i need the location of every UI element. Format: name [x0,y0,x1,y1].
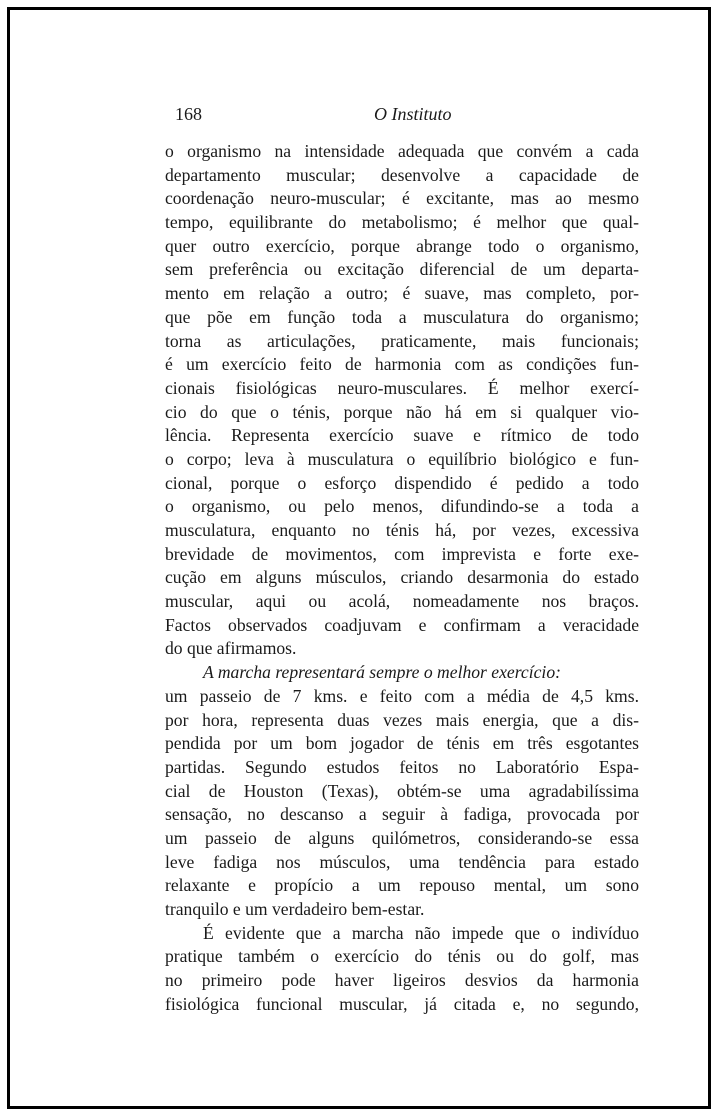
text-line: o corpo; leva à musculatura o equilíbrio biológico e fun- [165,448,639,469]
text-line: no primeiro pode haver ligeiros desvios da harmonia [165,970,639,991]
text-line: o organismo na intensidade adequada que convém a cada [165,141,639,161]
text-line: cial de Houston (Texas), obtém-se uma agradabilíssima [165,780,639,801]
text-line: cio do que o ténis, porque não há em si qualquer vio- [165,401,639,422]
text-line: sem preferência ou excitação diferencial de um departa- [165,259,639,280]
text-line: fisiológica funcional muscular, já citada e, no segundo, [165,993,639,1014]
text-line: pendida por um bom jogador de ténis em três esgotantes [165,733,639,754]
text-line: É evidente que a marcha não impede que o indivíduo [203,922,639,943]
text-line: cução em alguns músculos, criando desarmonia do estado [165,567,639,588]
text-line: um passeio de 7 kms. e feito com a média de 4,5 kms. [165,685,639,706]
text-line: quer outro exercício, porque abrange todo o organismo, [165,235,639,256]
text-line: coordenação neuro-muscular; é excitante, mas ao mesmo [165,188,639,209]
text-line: é um exercício feito de harmonia com as condições fun- [165,354,639,375]
text-line: torna as articulações, praticamente, mais funcionais; [165,330,639,351]
page-header [175,104,555,128]
page-number: 168 [175,104,202,124]
text-line: cional, porque o esforço dispendido é pedido a todo [165,472,639,493]
text-line: sensação, no descanso a seguir à fadiga, provocada por [165,804,639,825]
text-line: mento em relação a outro; é suave, mas completo, por- [165,283,639,304]
text-line: musculatura, enquanto no ténis há, por vezes, excessiva [165,520,639,540]
text-line: o organismo, ou pelo menos, difundindo-se a toda a [165,496,639,517]
text-line: brevidade de movimentos, com imprevista e forte exe- [165,543,639,564]
text-line: partidas. Segundo estudos feitos no Laboratório Espa- [165,756,639,777]
paragraph-1 [165,140,639,661]
text-line: Factos observados coadjuvam e confirmam a veracidade [165,614,639,635]
text-line: tranquilo e um verdadeiro bem-estar. [165,899,425,919]
text-line: muscular, aqui ou acolá, nomeadamente nos braços. [165,591,639,612]
text-line: por hora, representa duas vezes mais energia, que a dis- [165,709,639,730]
text-line: que põe em função toda a musculatura do organismo; [165,306,639,327]
text-line: lência. Representa exercício suave e rítmico de todo [165,425,639,446]
text-line: cionais fisiológicas neuro-musculares. É melhor exercí- [165,377,639,398]
text-line: leve fadiga nos músculos, uma tendência para estado [165,851,639,872]
text-line: relaxante e propício a um repouso mental, um sono [165,875,639,896]
text-line: pratique também o exercício do ténis ou do golf, mas [165,946,639,967]
text-line: um passeio de alguns quilómetros, considerando-se essa [165,827,639,848]
paragraph-2 [165,661,639,922]
italic-lead-line: A marcha representará sempre o melhor exercício: [203,662,561,683]
text-line: tempo, equilibrante do metabolismo; é melhor que qual- [165,212,639,233]
text-line: departamento muscular; desenvolve a capacidade de [165,164,639,185]
running-title: O Instituto [374,104,452,124]
body-text [165,140,639,1016]
paragraph-3 [165,922,639,1017]
text-line: do que afirmamos. [165,638,297,659]
